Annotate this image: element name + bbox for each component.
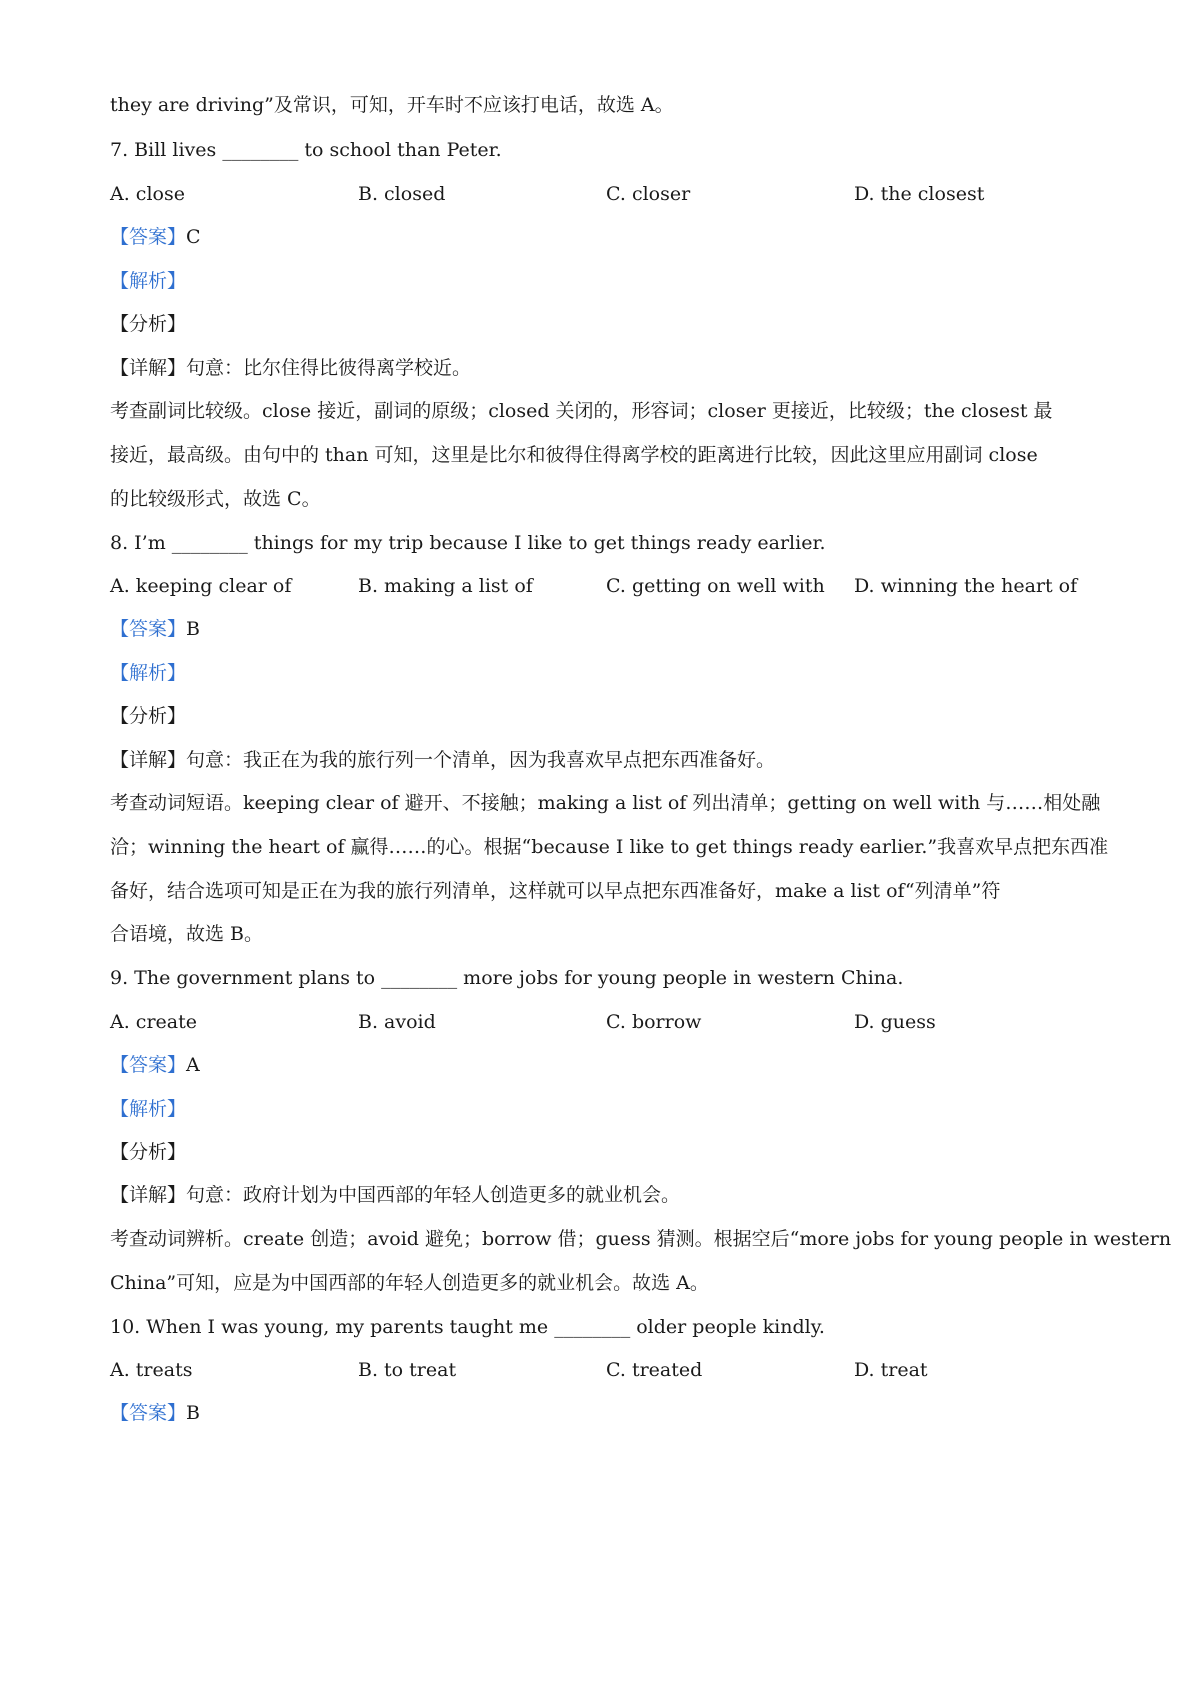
answer-tag: 【答案】: [110, 226, 187, 248]
detail-line: 【详解】句意：政府计划为中国西部的年轻人创造更多的就业机会。: [110, 1184, 681, 1206]
question-8: 8. I’m ________ things for my trip because I like to get things ready earlier.: [110, 532, 826, 554]
question-10-options: [110, 1357, 1100, 1383]
explanation-line: China”可知，应是为中国西部的年轻人创造更多的就业机会。故选 A。: [110, 1272, 709, 1294]
explanation-line: 考查动词短语。keeping clear of 避开、不接触；making a list of 列出清单；getting on well with 与……相处融: [110, 792, 1101, 814]
answer-tag: 【答案】: [110, 1402, 187, 1424]
answer-value: B: [186, 618, 200, 640]
answer-value: B: [186, 1402, 200, 1424]
analysis-tag: 【解析】: [110, 1098, 187, 1120]
option-d: D. winning the heart of: [854, 575, 1078, 597]
detail-line: 【详解】句意：我正在为我的旅行列一个清单，因为我喜欢早点把东西准备好。: [110, 749, 776, 771]
option-a: A. close: [110, 183, 185, 205]
option-c: C. closer: [606, 183, 691, 205]
answer-value: C: [186, 226, 201, 248]
analysis-tag: 【解析】: [110, 270, 187, 292]
explanation-line: 洽；winning the heart of 赢得……的心。根据“because I like to get things ready earlier.”我喜欢早点把东西准: [110, 836, 1109, 858]
option-c: C. getting on well with: [606, 575, 825, 597]
option-a: A. treats: [110, 1359, 193, 1381]
fenxi-tag: 【分析】: [110, 1141, 187, 1163]
question-10: 10. When I was young, my parents taught me ________ older people kindly.: [110, 1316, 825, 1338]
option-c: C. treated: [606, 1359, 703, 1381]
option-b: B. to treat: [358, 1359, 457, 1381]
option-a: A. create: [110, 1011, 197, 1033]
answer-line: [110, 1052, 1100, 1078]
option-d: D. the closest: [854, 183, 985, 205]
analysis-tag: 【解析】: [110, 662, 187, 684]
answer-line: [110, 224, 1100, 250]
question-9: 9. The government plans to ________ more jobs for young people in western China.: [110, 967, 904, 989]
fenxi-tag: 【分析】: [110, 705, 187, 727]
explanation-line: 接近，最高级。由句中的 than 可知，这里是比尔和彼得住得离学校的距离进行比较，因此这里应用副词 close: [110, 444, 1038, 466]
option-d: D. guess: [854, 1011, 936, 1033]
fenxi-tag: 【分析】: [110, 313, 187, 335]
question-7: 7. Bill lives ________ to school than Peter.: [110, 139, 502, 161]
question-7-options: [110, 181, 1100, 207]
explanation-line: 合语境，故选 B。: [110, 923, 264, 945]
option-b: B. closed: [358, 183, 446, 205]
explanation-line: 考查副词比较级。close 接近，副词的原级；closed 关闭的，形容词；closer 更接近，比较级；the closest 最: [110, 400, 1053, 422]
option-d: D. treat: [854, 1359, 928, 1381]
answer-tag: 【答案】: [110, 618, 187, 640]
option-b: B. making a list of: [358, 575, 533, 597]
question-9-options: [110, 1009, 1100, 1035]
explanation-line: 备好，结合选项可知是正在为我的旅行列清单，这样就可以早点把东西准备好，make a list of“列清单”符: [110, 880, 1001, 902]
option-a: A. keeping clear of: [110, 575, 292, 597]
answer-value: A: [186, 1054, 200, 1076]
question-8-options: [110, 573, 1100, 599]
detail-line: 【详解】句意：比尔住得比彼得离学校近。: [110, 357, 472, 379]
answer-line: [110, 616, 1100, 642]
option-b: B. avoid: [358, 1011, 436, 1033]
explanation-line: 考查动词辨析。create 创造；avoid 避免；borrow 借；guess 猜测。根据空后“more jobs for young people in western: [110, 1228, 1172, 1250]
text-line: they are driving”及常识，可知，开车时不应该打电话，故选 A。: [110, 94, 674, 116]
option-c: C. borrow: [606, 1011, 702, 1033]
answer-tag: 【答案】: [110, 1054, 187, 1076]
answer-line: [110, 1400, 1100, 1426]
explanation-line: 的比较级形式，故选 C。: [110, 488, 321, 510]
